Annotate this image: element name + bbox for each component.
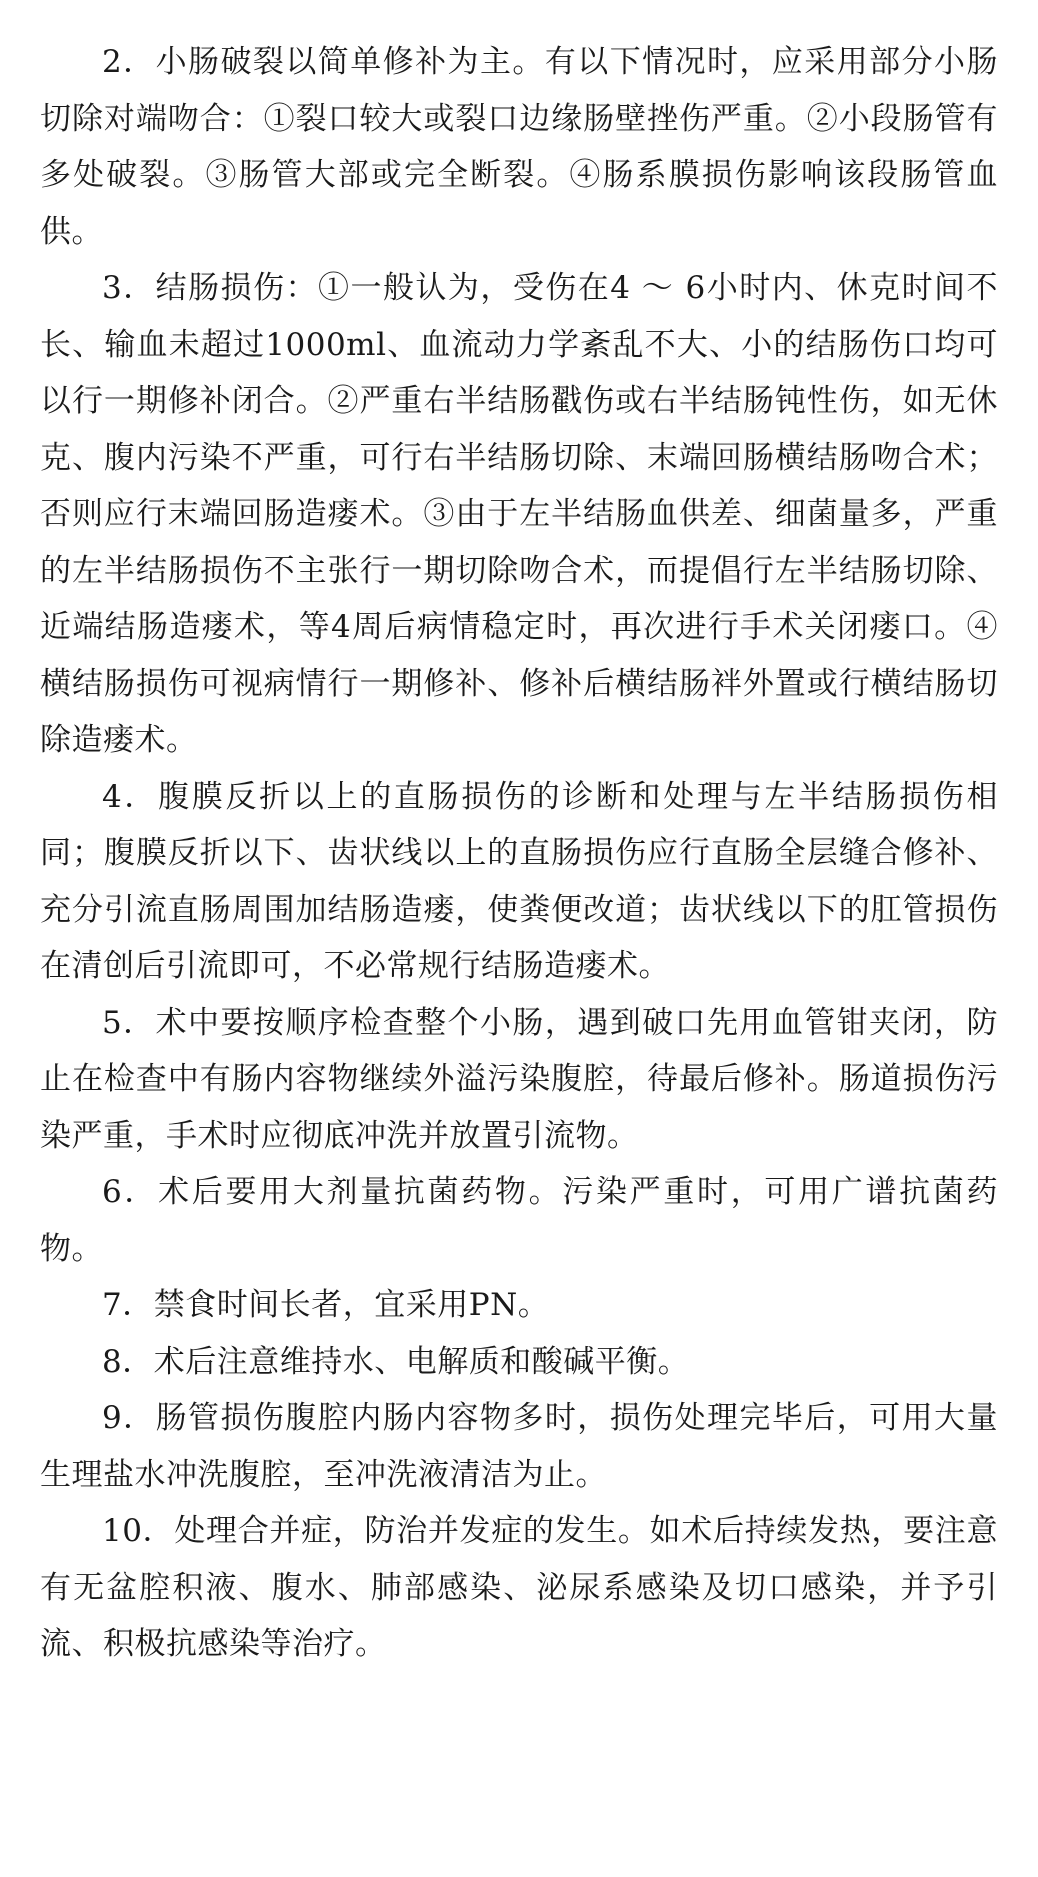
paragraph-10: 10．处理合并症，防治并发症的发生。如术后持续发热，要注意有无盆腔积液、腹水、肺部感染、泌尿系感染及切口感染，并予引流、积极抗感染等治疗。: [40, 1513, 998, 1662]
paragraph-6: 6．术后要用大剂量抗菌药物。污染严重时，可用广谱抗菌药物。: [40, 1174, 998, 1267]
document-body: [40, 34, 998, 1673]
paragraph-5: 5．术中要按顺序检查整个小肠，遇到破口先用血管钳夹闭，防止在检查中有肠内容物继续外溢污染腹腔，待最后修补。肠道损伤污染严重，手术时应彻底冲洗并放置引流物。: [40, 1004, 998, 1154]
paragraph-7: 7．禁食时间长者，宜采用PN。: [102, 1287, 550, 1323]
paragraph-2: 2．小肠破裂以简单修补为主。有以下情况时，应采用部分小肠切除对端吻合：①裂口较大或裂口边缘肠壁挫伤严重。②小段肠管有多处破裂。③肠管大部或完全断裂。④肠系膜损伤影响该段肠管血供。: [40, 44, 998, 250]
paragraph-4: 4．腹膜反折以上的直肠损伤的诊断和处理与左半结肠损伤相同；腹膜反折以下、齿状线以上的直肠损伤应行直肠全层缝合修补、充分引流直肠周围加结肠造瘘，使粪便改道；齿状线以下的肛管损伤在清创后引流即可，不必常规行结肠造瘘术。: [40, 778, 998, 984]
paragraph-8: 8．术后注意维持水、电解质和酸碱平衡。: [102, 1343, 690, 1380]
paragraph-9: 9．肠管损伤腹腔内肠内容物多时，损伤处理完毕后，可用大量生理盐水冲洗腹腔，至冲洗液清洁为止。: [40, 1400, 998, 1493]
paragraph-3: 3．结肠损伤：①一般认为，受伤在4 ～ 6小时内、休克时间不长、输血未超过1000ml、血流动力学紊乱不大、小的结肠伤口均可以行一期修补闭合。②严重右半结肠戳伤或右半结肠钝性伤，如无休克、腹内污染不严重，可行右半结肠切除、末端回肠横结肠吻合术；否则应行末端回肠造瘘术。③由于左半结肠血供差、细菌量多，严重的左半结肠损伤不主张行一期切除吻合术，而提倡行左半结肠切除、近端结肠造瘘术，等4周后病情稳定时，再次进行手术关闭瘘口。④横结肠损伤可视病情行一期修补、修补后横结肠袢外置或行横结肠切除造瘘术。: [40, 270, 998, 758]
